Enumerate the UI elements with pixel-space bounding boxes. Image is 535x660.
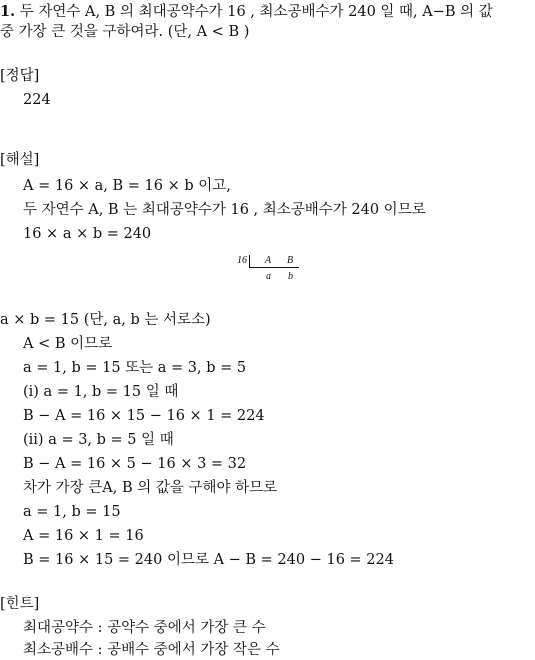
solution-line-3: 16 × a × b = 240 [23, 226, 152, 242]
ladder-divisor: 16 [237, 255, 247, 266]
problem-text-1: 두 자연수 A, B 의 최대공약수가 16 , 최소공배수가 240 일 때, A−B 의 값 [19, 4, 493, 20]
solution-line-9: (ⅱ) a = 3, b = 5 일 때 [23, 432, 174, 448]
ladder-bottom-right: b [288, 271, 293, 282]
answer-value: 224 [23, 92, 51, 108]
problem-number: 1. [0, 3, 16, 20]
solution-line-2: 두 자연수 A, B 는 최대공약수가 16 , 최소공배수가 240 이므로 [23, 202, 426, 218]
solution-line-13: A = 16 × 1 = 16 [23, 528, 144, 544]
division-ladder [235, 253, 305, 285]
solution-line-6: a = 1, b = 15 또는 a = 3, b = 5 [23, 360, 247, 376]
ladder-top-left: A [265, 255, 272, 266]
ladder-bottom-left: a [266, 271, 271, 282]
solution-line-11: 차가 가장 큰A, B 의 값을 구해야 하므로 [23, 480, 278, 496]
answer-heading: [정답] [0, 68, 40, 84]
solution-line-1: A = 16 × a, B = 16 × b 이고, [23, 178, 231, 194]
solution-line-10: B − A = 16 × 5 − 16 × 3 = 32 [23, 456, 247, 472]
problem-line-2: 중 가장 큰 것을 구하여라. (단, A < B ) [0, 24, 250, 40]
hint-line-1: 최대공약수 : 공약수 중에서 가장 큰 수 [23, 620, 266, 636]
solution-line-12: a = 1, b = 15 [23, 504, 121, 520]
solution-line-14: B = 16 × 15 = 240 이므로 A − B = 240 − 16 = 224 [23, 552, 394, 568]
hint-heading: [힌트] [0, 596, 40, 612]
problem-line-1 [0, 2, 493, 22]
ladder-divider-vertical [249, 255, 250, 267]
ladder-top-right: B [287, 255, 294, 266]
hint-line-2: 최소공배수 : 공배수 중에서 가장 작은 수 [23, 642, 280, 658]
solution-line-4: a × b = 15 (단, a, b 는 서로소) [0, 312, 211, 328]
solution-line-5: A < B 이므로 [23, 336, 113, 352]
ladder-divider-horizontal [249, 267, 299, 268]
solution-line-8: B − A = 16 × 15 − 16 × 1 = 224 [23, 408, 265, 424]
solution-heading: [해설] [0, 152, 40, 168]
solution-line-7: (ⅰ) a = 1, b = 15 일 때 [23, 384, 179, 400]
